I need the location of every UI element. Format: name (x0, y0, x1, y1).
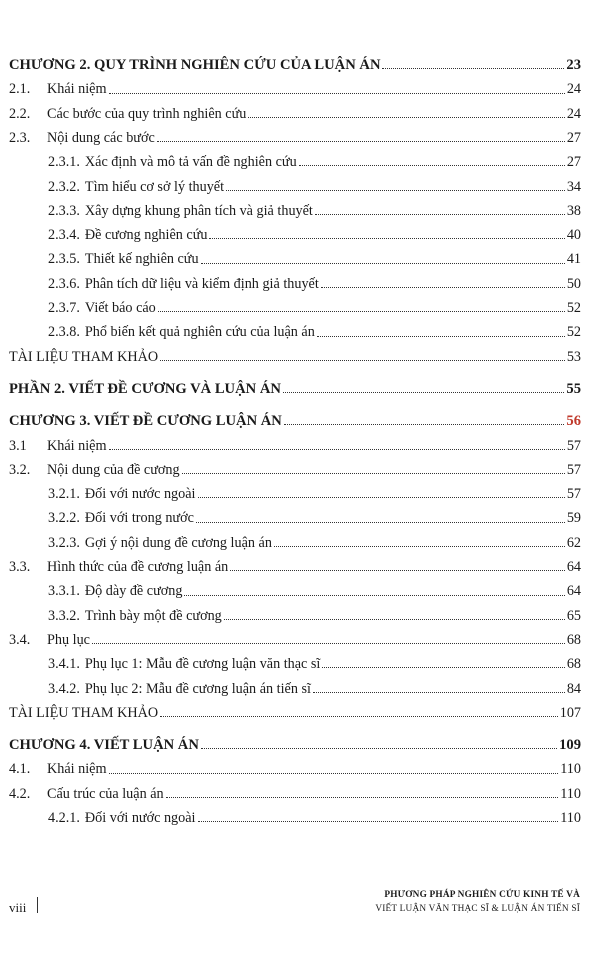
toc-entry-number: 2.3.6. (48, 275, 80, 292)
toc-entry-number: 2.3.8. (48, 324, 80, 341)
toc-entry-number: 4.1. (9, 761, 31, 778)
toc-entry-page: 110 (560, 761, 581, 778)
toc-entry-page: 57 (566, 437, 581, 454)
toc-entry-page: 55 (566, 380, 581, 397)
toc-entry-page: 24 (566, 105, 581, 122)
toc-entry-page: 64 (566, 559, 581, 576)
toc-entry (9, 372, 581, 396)
running-book-title (375, 888, 580, 916)
dot-leader (182, 473, 565, 474)
folio-divider (37, 897, 38, 913)
toc-entry-number: 2.3. (9, 129, 31, 146)
toc-entry (9, 97, 581, 121)
toc-entry-page: 34 (566, 178, 581, 195)
dot-leader (283, 392, 565, 393)
dot-leader (230, 570, 565, 571)
toc-entry-number: 2.3.5. (48, 251, 80, 268)
toc-entry (9, 121, 581, 145)
toc-entry (9, 242, 581, 266)
toc-entry-number: 3.3.1. (48, 583, 80, 600)
toc-entry-title: Đối với nước ngoài (84, 810, 196, 826)
toc-entry-number: 3.4. (9, 631, 31, 648)
book-title-line-2: VIẾT LUẬN VĂN THẠC SĨ & LUẬN ÁN TIẾN SĨ (375, 904, 580, 914)
toc-entry (9, 477, 581, 501)
toc-entry-number: 3.4.2. (48, 680, 80, 697)
page-number: viii (9, 900, 27, 915)
toc-entry (9, 777, 581, 801)
toc-entry-title: CHƯƠNG 4. VIẾT LUẬN ÁN (9, 736, 199, 753)
toc-entry (9, 526, 581, 550)
toc-entry-title: Thiết kế nghiên cứu (84, 251, 199, 268)
toc-entry (9, 315, 581, 339)
toc-entry (9, 752, 581, 776)
toc-entry-number: 2.1. (9, 81, 31, 98)
toc-entry (9, 169, 581, 193)
toc-entry-title: Khái niệm (47, 437, 107, 454)
dot-leader (184, 595, 564, 596)
dot-leader (322, 667, 564, 668)
dot-leader (226, 190, 565, 191)
toc-entry (9, 194, 581, 218)
toc-entry (9, 550, 581, 574)
toc-entry-page: 68 (566, 656, 581, 673)
toc-entry (9, 267, 581, 291)
toc-entry-title: Nội dung của đề cương (47, 461, 180, 478)
toc-entry-page: 64 (566, 583, 581, 600)
toc-entry-page: 56 (566, 412, 581, 429)
toc-entry-page: 41 (566, 251, 581, 268)
toc-entry (9, 428, 581, 452)
dot-leader (198, 821, 559, 822)
toc-entry-title: TÀI LIỆU THAM KHẢO (9, 704, 159, 721)
toc-entry-number: 3.2.1. (48, 486, 80, 503)
dot-leader (160, 360, 565, 361)
toc-entry-number: 3.1 (9, 437, 27, 454)
toc-entry-title: Khái niệm (47, 761, 107, 778)
toc-entry-page: 65 (566, 607, 581, 624)
toc-entry-page: 84 (566, 680, 581, 697)
toc-entry (9, 501, 581, 525)
dot-leader (109, 449, 565, 450)
toc-entry-page: 110 (560, 785, 581, 802)
toc-entry-number: 3.2.3. (48, 534, 80, 551)
dot-leader (166, 797, 559, 798)
toc-entry-number: 3.4.1. (48, 656, 80, 673)
toc-entry (9, 728, 581, 752)
toc-entry-page: 40 (566, 227, 581, 244)
toc-entry-number: 3.3. (9, 559, 31, 576)
toc-entry (9, 404, 581, 428)
dot-leader (315, 214, 565, 215)
dot-leader (224, 619, 565, 620)
toc-entry-title: Các bước của quy trình nghiên cứu (47, 105, 247, 122)
toc-entry-number: 2.3.1. (48, 154, 80, 171)
toc-entry-page: 27 (566, 129, 581, 146)
toc-entry-title: Hình thức của đề cương luận án (47, 559, 229, 576)
toc-entry-title: Xác định và mô tả vấn đề nghiên cứu (84, 154, 297, 171)
toc-entry-page: 38 (566, 202, 581, 219)
toc-entry-number: 3.3.2. (48, 607, 80, 624)
toc-entry-number: 2.3.3. (48, 202, 80, 219)
dot-leader (317, 336, 565, 337)
toc-entry-title: Cấu trúc của luận án (47, 785, 164, 802)
dot-leader (109, 773, 559, 774)
toc-entry-page: 57 (566, 486, 581, 503)
toc-entry-title: Phân tích dữ liệu và kiểm định giả thuyết (84, 275, 319, 292)
toc-entry-page: 109 (559, 736, 581, 753)
toc-entry-title: Trình bày một đề cương (84, 607, 222, 624)
table-of-contents (9, 48, 581, 825)
dot-leader (248, 117, 564, 118)
toc-entry-title: CHƯƠNG 3. VIẾT ĐỀ CƯƠNG LUẬN ÁN (9, 412, 282, 429)
toc-entry-page: 52 (566, 300, 581, 317)
dot-leader (92, 643, 565, 644)
toc-entry-title: Khái niệm (47, 81, 107, 98)
toc-entry (9, 623, 581, 647)
toc-entry-title: Phổ biến kết quả nghiên cứu của luận án (84, 324, 315, 341)
dot-leader (158, 311, 565, 312)
toc-entry-page: 68 (566, 631, 581, 648)
toc-entry (9, 218, 581, 242)
toc-entry-title: Gợi ý nội dung đề cương luận án (84, 534, 272, 551)
toc-entry-number: 2.3.4. (48, 227, 80, 244)
toc-entry-number: 4.2.1. (48, 810, 80, 826)
toc-entry-title: Phụ lục 1: Mẫu đề cương luận văn thạc sĩ (84, 656, 321, 673)
dot-leader (284, 424, 565, 425)
toc-entry (9, 801, 581, 825)
dot-leader (160, 716, 558, 717)
dot-leader (321, 287, 565, 288)
toc-entry-title: TÀI LIỆU THAM KHẢO (9, 348, 159, 365)
toc-entry-page: 23 (566, 56, 581, 73)
dot-leader (382, 68, 564, 69)
toc-entry-number: 2.3.7. (48, 300, 80, 317)
toc-entry-title: Đối với nước ngoài (84, 486, 196, 503)
toc-entry (9, 696, 581, 720)
page-footer (0, 884, 590, 924)
dot-leader (201, 748, 557, 749)
toc-entry-page: 59 (566, 510, 581, 527)
toc-entry-page: 107 (559, 704, 581, 721)
toc-entry-page: 53 (566, 348, 581, 365)
dot-leader (299, 165, 565, 166)
toc-entry-title: Tìm hiểu cơ sở lý thuyết (84, 178, 225, 195)
toc-entry-title: PHẦN 2. VIẾT ĐỀ CƯƠNG VÀ LUẬN ÁN (9, 380, 281, 397)
toc-entry-page: 110 (560, 810, 581, 826)
toc-entry-title: Độ dày đề cương (84, 583, 183, 600)
toc-entry (9, 72, 581, 96)
toc-entry-title: Đối với trong nước (84, 510, 194, 527)
toc-entry (9, 145, 581, 169)
dot-leader (109, 93, 565, 94)
dot-leader (196, 522, 565, 523)
toc-entry-page: 62 (566, 534, 581, 551)
toc-entry (9, 599, 581, 623)
toc-entry (9, 291, 581, 315)
toc-entry-number: 2.3.2. (48, 178, 80, 195)
toc-entry-title: CHƯƠNG 2. QUY TRÌNH NGHIÊN CỨU CỦA LUẬN ÁN (9, 56, 381, 73)
toc-entry-number: 2.2. (9, 105, 31, 122)
toc-entry (9, 48, 581, 72)
toc-entry-title: Phụ lục (47, 631, 90, 648)
dot-leader (157, 141, 565, 142)
toc-entry-title: Nội dung các bước (47, 129, 155, 146)
toc-entry-title: Viết báo cáo (84, 300, 156, 317)
dot-leader (209, 238, 564, 239)
toc-entry-number: 4.2. (9, 785, 31, 802)
dot-leader (313, 692, 565, 693)
dot-leader (274, 546, 565, 547)
toc-entry-number: 3.2.2. (48, 510, 80, 527)
dot-leader (198, 497, 565, 498)
toc-entry (9, 671, 581, 695)
toc-entry-number: 3.2. (9, 461, 31, 478)
toc-entry (9, 574, 581, 598)
toc-entry-page: 24 (566, 81, 581, 98)
book-title-line-1: PHƯƠNG PHÁP NGHIÊN CỨU KINH TẾ VÀ (384, 890, 580, 900)
toc-entry-page: 57 (566, 461, 581, 478)
toc-entry (9, 453, 581, 477)
toc-entry-page: 52 (566, 324, 581, 341)
toc-entry-title: Phụ lục 2: Mẫu đề cương luận án tiến sĩ (84, 680, 311, 697)
toc-entry (9, 340, 581, 364)
toc-entry-page: 27 (566, 154, 581, 171)
toc-entry-title: Xây dựng khung phân tích và giả thuyết (84, 202, 313, 219)
dot-leader (201, 263, 565, 264)
toc-entry (9, 647, 581, 671)
toc-entry-title: Đề cương nghiên cứu (84, 227, 208, 244)
toc-entry-page: 50 (566, 275, 581, 292)
